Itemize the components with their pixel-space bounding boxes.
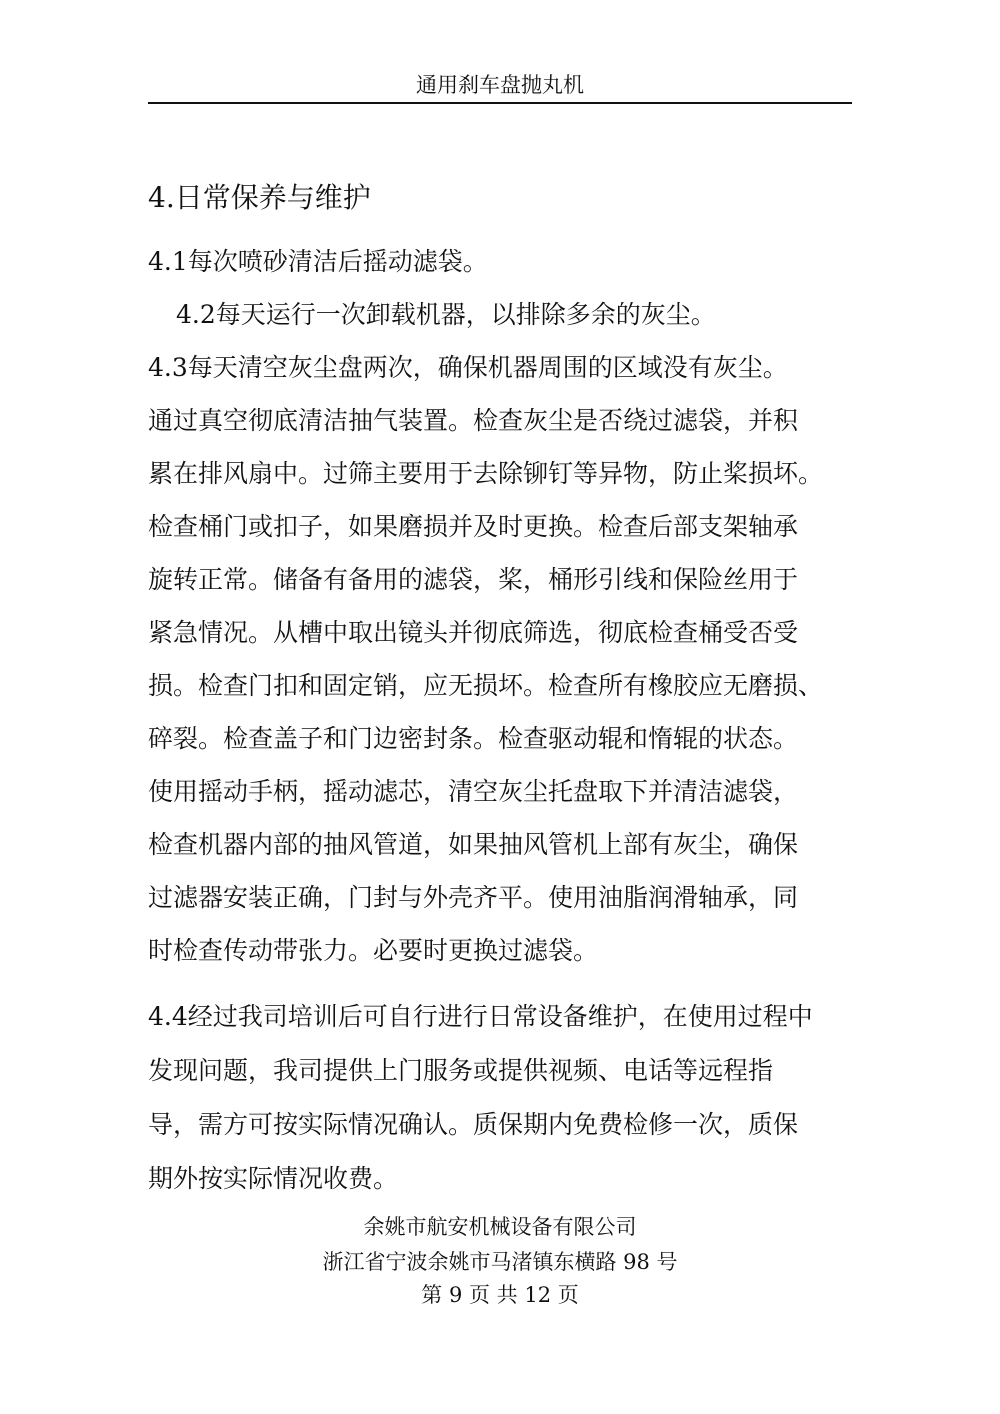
- footer-page-number: 第 9 页 共 12 页: [421, 1283, 579, 1307]
- paragraph-line: 4.4经过我司培训后可自行进行日常设备维护，在使用过程中: [148, 1002, 813, 1031]
- paragraph-line: 累在排风扇中。过筛主要用于去除铆钉等异物，防止桨损坏。: [148, 459, 824, 488]
- footer-company: 余姚市航安机械设备有限公司: [363, 1215, 637, 1239]
- paragraph-line: 过滤器安装正确，门封与外壳齐平。使用油脂润滑轴承，同: [148, 883, 799, 912]
- paragraph-line: 导，需方可按实际情况确认。质保期内免费检修一次，质保: [148, 1110, 799, 1139]
- header-divider: [148, 102, 852, 104]
- paragraph-line: 使用摇动手柄，摇动滤芯，清空灰尘托盘取下并清洁滤袋，: [148, 777, 799, 806]
- paragraph-line: 损。检查门扣和固定销，应无损坏。检查所有橡胶应无磨损、: [148, 671, 824, 700]
- paragraph-line: 通过真空彻底清洁抽气装置。检查灰尘是否绕过滤袋，并积: [148, 406, 799, 435]
- paragraph-line: 4.1每次喷砂清洁后摇动滤袋。: [148, 247, 488, 276]
- paragraph-line: 旋转正常。储备有备用的滤袋，桨，桶形引线和保险丝用于: [148, 565, 799, 594]
- paragraph-line: 发现问题，我司提供上门服务或提供视频、电话等远程指: [148, 1056, 774, 1085]
- paragraph-line: 4.2每天运行一次卸载机器，以排除多余的灰尘。: [176, 300, 716, 329]
- paragraph-line: 检查桶门或扣子，如果磨损并及时更换。检查后部支架轴承: [148, 512, 799, 541]
- paragraph-line: 检查机器内部的抽风管道，如果抽风管机上部有灰尘，确保: [148, 830, 799, 859]
- paragraph-line: 时检查传动带张力。必要时更换过滤袋。: [148, 936, 599, 965]
- paragraph-line: 4.3每天清空灰尘盘两次，确保机器周围的区域没有灰尘。: [148, 353, 788, 382]
- header-title: 通用刹车盘抛丸机: [416, 73, 584, 97]
- paragraph-line: 紧急情况。从槽中取出镜头并彻底筛选，彻底检查桶受否受: [148, 618, 799, 647]
- paragraph-line: 碎裂。检查盖子和门边密封条。检查驱动辊和惰辊的状态。: [148, 724, 799, 753]
- section-heading: 4.日常保养与维护: [148, 181, 371, 214]
- paragraph-line: 期外按实际情况收费。: [148, 1164, 399, 1193]
- footer-address: 浙江省宁波余姚市马渚镇东横路 98 号: [322, 1250, 678, 1274]
